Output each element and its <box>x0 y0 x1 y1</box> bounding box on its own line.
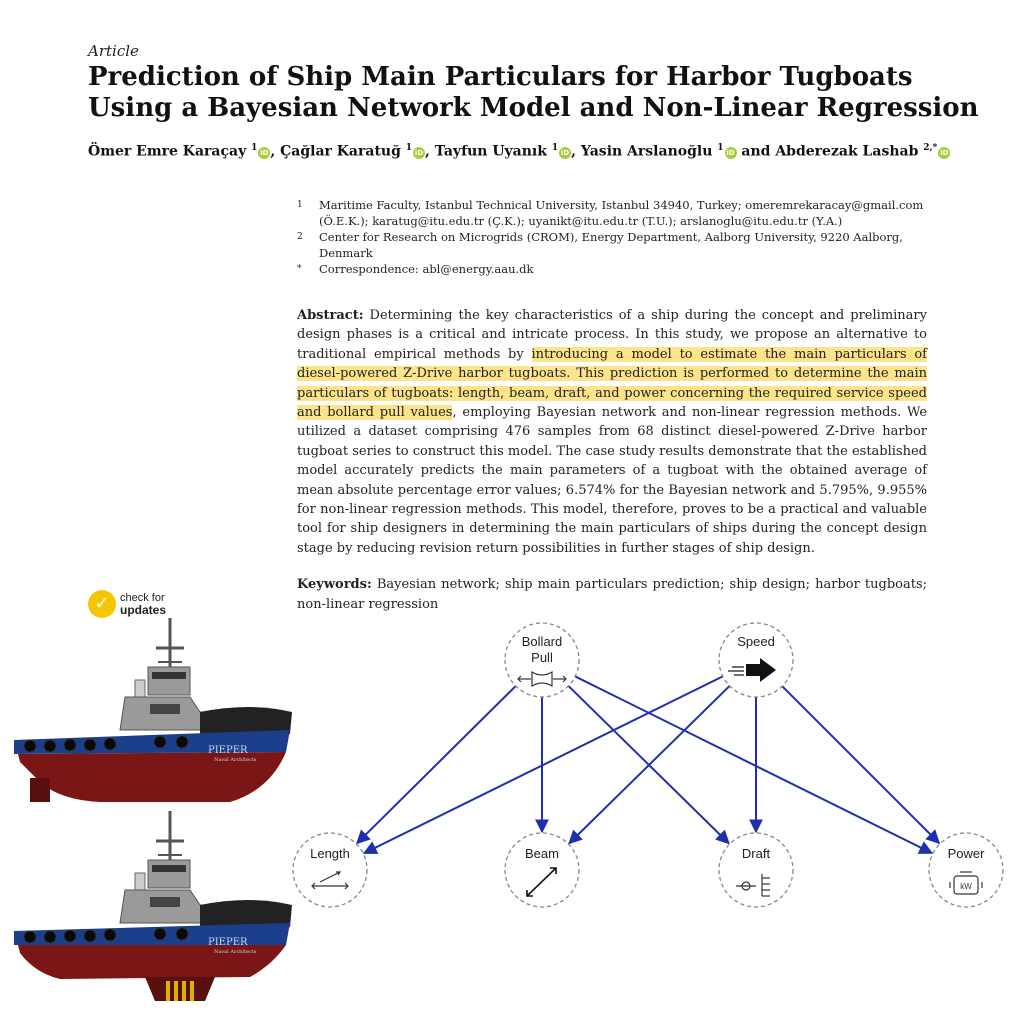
affiliation-text: Center for Research on Microgrids (CROM), Energy Department, Aalborg University, 9220 Aalborg, Denmark <box>319 230 903 260</box>
author-name[interactable]: Ömer Emre Karaçay <box>88 143 247 160</box>
abstract <box>297 306 927 558</box>
tug1-brand-sub: Naval Architects <box>214 757 257 763</box>
author-name[interactable]: Abderezak Lashab <box>775 143 919 160</box>
abstract-label: Abstract: <box>297 308 364 323</box>
author-separator: , <box>425 143 435 160</box>
author-affiliation-sup: 1 <box>717 143 724 153</box>
keywords-label: Keywords: <box>297 577 372 592</box>
affiliation-row <box>297 197 937 229</box>
orcid-icon[interactable]: iD <box>260 148 269 157</box>
author-name[interactable]: Yasin Arslanoğlu <box>580 143 713 160</box>
orcid-icon[interactable]: iD <box>726 148 735 157</box>
author-separator: and <box>736 143 776 160</box>
author-name[interactable]: Çağlar Karatuğ <box>280 143 401 160</box>
orcid-icon[interactable]: iD <box>940 148 949 157</box>
tugboat-illustration-1 <box>0 612 300 812</box>
author-affiliation-sup: 1 <box>551 143 559 153</box>
tug2-brand: PIEPER <box>208 937 248 948</box>
tug2-brand-sub: Naval Architects <box>214 949 257 955</box>
article-type-label: Article <box>88 42 139 60</box>
tugboat-illustration-2 <box>0 805 300 1005</box>
node-length <box>293 833 367 907</box>
affiliation-number: 1 <box>297 200 303 210</box>
author-name[interactable]: Tayfun Uyanık <box>434 143 547 160</box>
author-list <box>88 143 988 160</box>
abstract-highlight: introducing a model to estimate the main particulars of diesel-powered Z-Drive harbor tugboats. This prediction is performed to determine the main particulars of tugboats: length, beam, draft, and power concerning the required service speed and bollard pull values <box>297 346 927 421</box>
node-draft <box>719 833 793 907</box>
check-updates-line2: updates <box>120 603 167 617</box>
node-length-label: Length <box>310 846 350 861</box>
affiliation-number: * <box>297 264 302 274</box>
node-speed <box>719 623 793 697</box>
edge-bollard-to-power <box>575 676 932 853</box>
abstract-text-start: Determining the key characteristics of a ship during the concept and preliminary design phases is a critical and intricate process. In this study, we propose an alternative to traditional empirical methods by <box>297 308 927 362</box>
abstract-text-end: , employing Bayesian network and non-linear regression methods. We utilized a dataset comprising 476 samples from 68 distinct diesel-powered Z-Drive harbor tugboat series to construct this model. The case study results demonstrate that the established model accurately predicts the main parameters of a tugboat with the obtained average of mean absolute percentage error values; 6.574% for the Bayesian network and 5.795%, 9.955% for non-linear regression methods. This model, therefore, proves to be a practical and valuable tool for ship designers in determining the main particulars of ships during the concept design stage by reducing revision return possibilities in further stages of ship design. <box>297 405 928 556</box>
affiliations <box>297 197 937 277</box>
node-speed-label: Speed <box>737 634 775 649</box>
author-affiliation-sup: 2,* <box>923 143 938 153</box>
edge-speed-to-power <box>782 686 939 843</box>
affiliation-text: Correspondence: abl@energy.aau.dk <box>319 262 534 276</box>
engine-icon-label: kW <box>960 882 972 891</box>
author-separator: , <box>571 143 581 160</box>
node-power <box>929 833 1003 907</box>
paper-title: Prediction of Ship Main Particulars for Harbor Tugboats Using a Bayesian Network Model and Non-Linear Regression <box>88 62 979 123</box>
affiliation-number: 2 <box>297 232 303 242</box>
edge-speed-to-length <box>364 676 723 853</box>
keywords <box>297 575 927 615</box>
author-affiliation-sup: 1 <box>405 143 413 153</box>
node-draft-label: Draft <box>741 846 771 861</box>
node-beam-label: Beam <box>525 846 559 861</box>
check-icon: ✓ <box>88 590 116 618</box>
tug1-brand: PIEPER <box>208 745 248 756</box>
affiliation-row <box>297 229 937 261</box>
node-bollard-label-1: Bollard <box>521 634 563 649</box>
edge-bollard-to-length <box>357 686 516 843</box>
node-power-label: Power <box>947 846 985 861</box>
keywords-text: Bayesian network; ship main particulars prediction; ship design; harbor tugboats; non-linear regression <box>297 577 927 612</box>
orcid-icon[interactable]: iD <box>560 148 570 157</box>
bayesian-network-diagram <box>290 620 1010 920</box>
author-separator: , <box>270 143 281 160</box>
check-updates-line1: check for <box>120 592 165 604</box>
affiliation-text: Maritime Faculty, Istanbul Technical University, Istanbul 34940, Turkey; omeremrekaracay@gmail.com (Ö.E.K.); karatug@itu.edu.tr (Ç.K.); uyanikt@itu.edu.tr (T.U.); arslanoglu@itu.edu.tr (Y.A.) <box>319 198 924 228</box>
node-bollard <box>505 623 579 697</box>
author-affiliation-sup: 1 <box>251 143 258 153</box>
node-beam <box>505 833 579 907</box>
node-bollard-label-2: Pull <box>531 650 553 665</box>
orcid-icon[interactable]: iD <box>414 148 424 157</box>
affiliation-row <box>297 261 937 277</box>
